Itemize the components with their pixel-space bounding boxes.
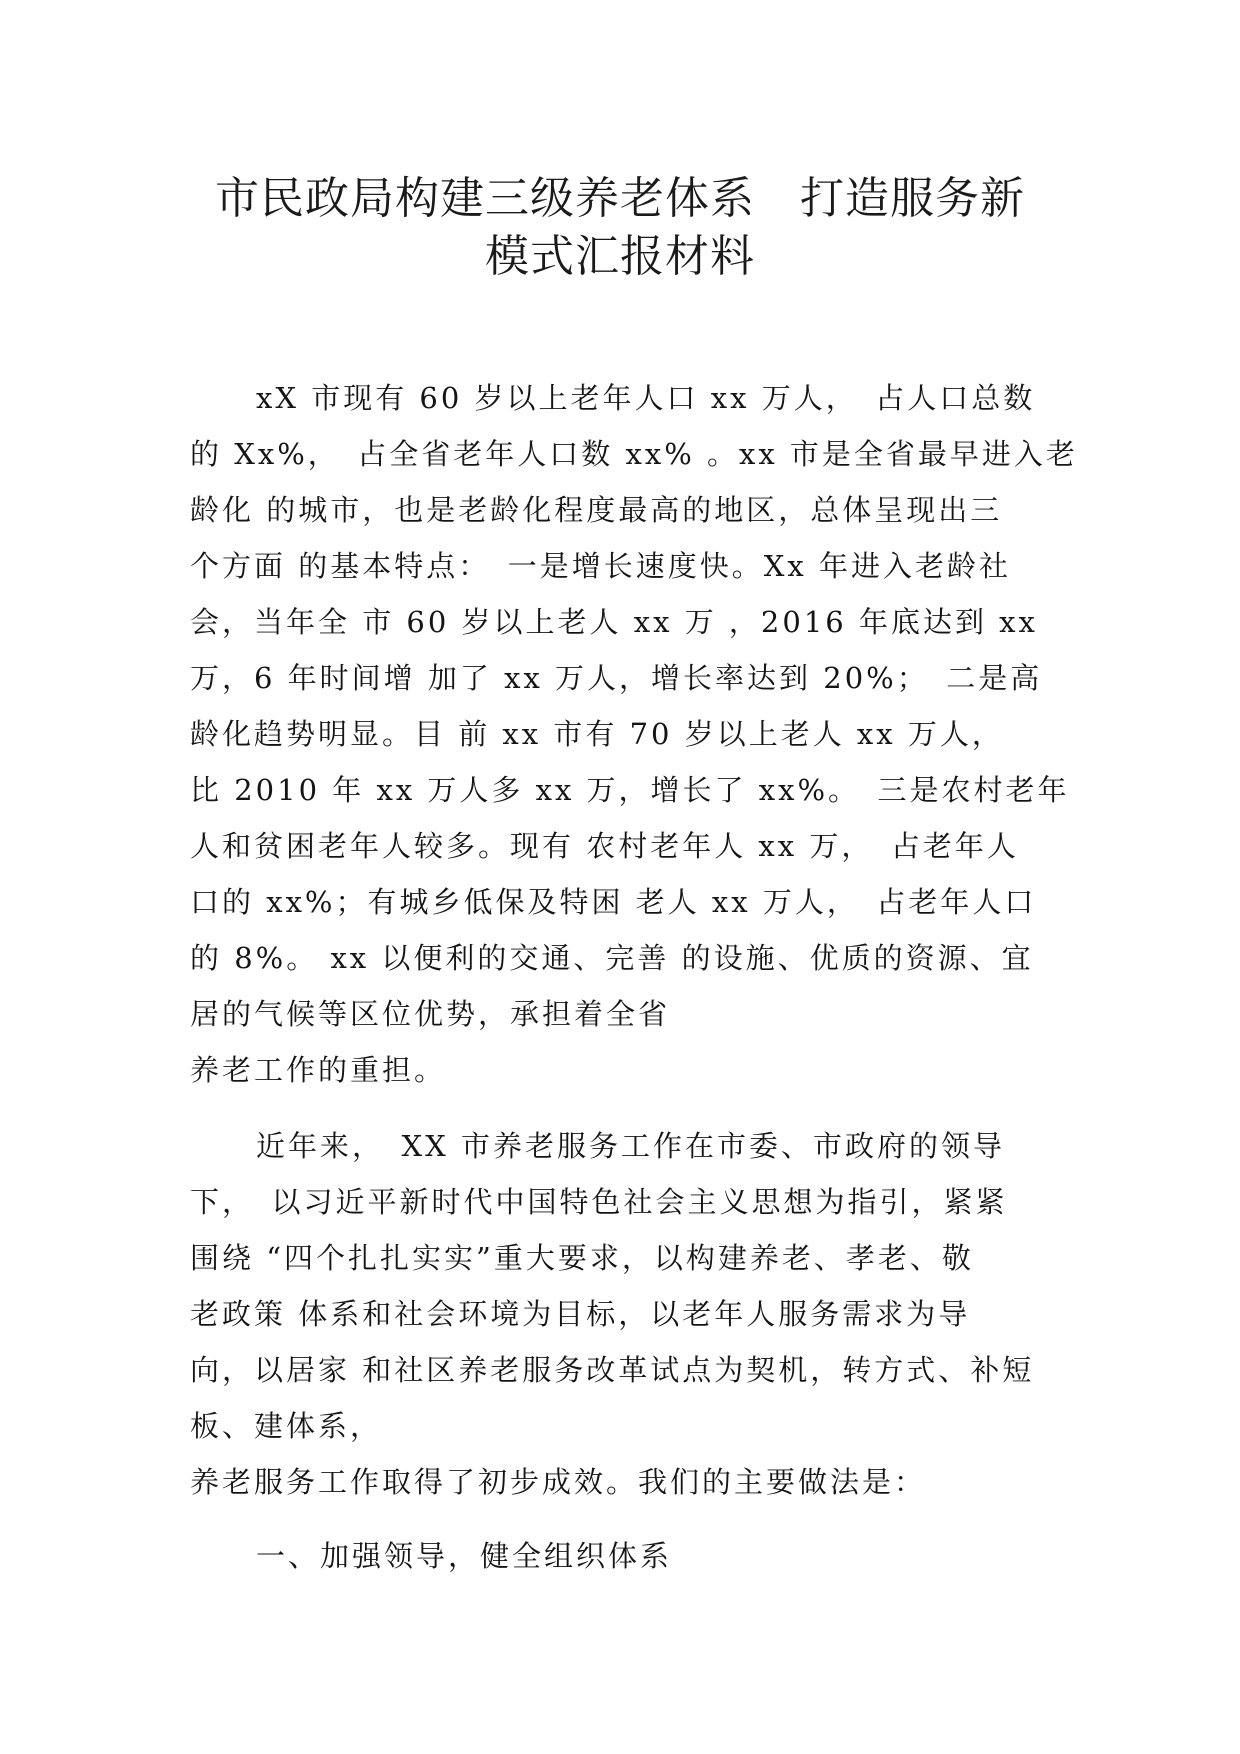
document-title (150, 170, 1090, 286)
paragraph-1-line-12: 居的气候等区位优势，承担着全省 (190, 997, 671, 1031)
paragraph-1-line-9: 人和贫困老年人较多。现有 农村老年人 xx 万， 占老年人 (190, 829, 1019, 863)
paragraph-1-line-6: 万，6 年时间增 加了 xx 万人，增长率达到 20%； 二是高 (190, 661, 1043, 695)
paragraph-2-line-1: 近年来， XX 市养老服务工作在市委、市政府的领导 (256, 1129, 1006, 1163)
paragraph-1-line-8: 比 2010 年 xx 万人多 xx 万，增长了 xx%。 三是农村老年 (190, 773, 1070, 807)
paragraph-1-line-10: 口的 xx%；有城乡低保及特困 老人 xx 万人， 占老年人口 (190, 885, 1037, 919)
paragraph-2-line-6: 板、建体系， (190, 1409, 383, 1443)
paragraph-1-line-13: 养老工作的重担。 (190, 1053, 447, 1087)
paragraph-1-line-5: 会，当年全 市 60 岁以上老人 xx 万 ，2016 年底达到 xx (190, 605, 1038, 639)
paragraph-2-line-4: 老政策 体系和社会环境为目标，以老年人服务需求为导 (190, 1297, 971, 1331)
paragraph-1-line-2: 的 Xx%， 占全省老年人口数 xx% 。xx 市是全省最早进入老 (190, 437, 1078, 471)
title-line-1: 市民政局构建三级养老体系 打造服务新 (215, 173, 1025, 224)
section-heading-1: 一、加强领导，健全组织体系 (256, 1539, 673, 1573)
paragraph-2-line-7: 养老服务工作取得了初步成效。我们的主要做法是： (190, 1465, 927, 1499)
paragraph-1-line-3: 龄化 的城市，也是老龄化程度最高的地区，总体呈现出三 (190, 493, 1003, 527)
paragraph-1-line-1: xX 市现有 60 岁以上老年人口 xx 万人， 占人口总数 (256, 381, 1036, 415)
title-line-2: 模式汇报材料 (485, 231, 755, 282)
paragraph-2-line-3: 围绕 “四个扎扎实实”重大要求，以构建养老、孝老、敬 (190, 1241, 974, 1275)
paragraph-1-line-7: 龄化趋势明显。目 前 xx 市有 70 岁以上老人 xx 万人， (190, 717, 1004, 751)
paragraph-2-line-2: 下， 以习近平新时代中国特色社会主义思想为指引，紧紧 (190, 1185, 1008, 1219)
paragraph-1-line-11: 的 8%。 xx 以便利的交通、完善 的设施、优质的资源、宜 (190, 941, 1034, 975)
paragraph-1-line-4: 个方面 的基本特点： 一是增长速度快。Xx 年进入老龄社 (190, 549, 1011, 583)
paragraph-2-line-5: 向，以居家 和社区养老服务改革试点为契机，转方式、补短 (190, 1353, 1035, 1387)
